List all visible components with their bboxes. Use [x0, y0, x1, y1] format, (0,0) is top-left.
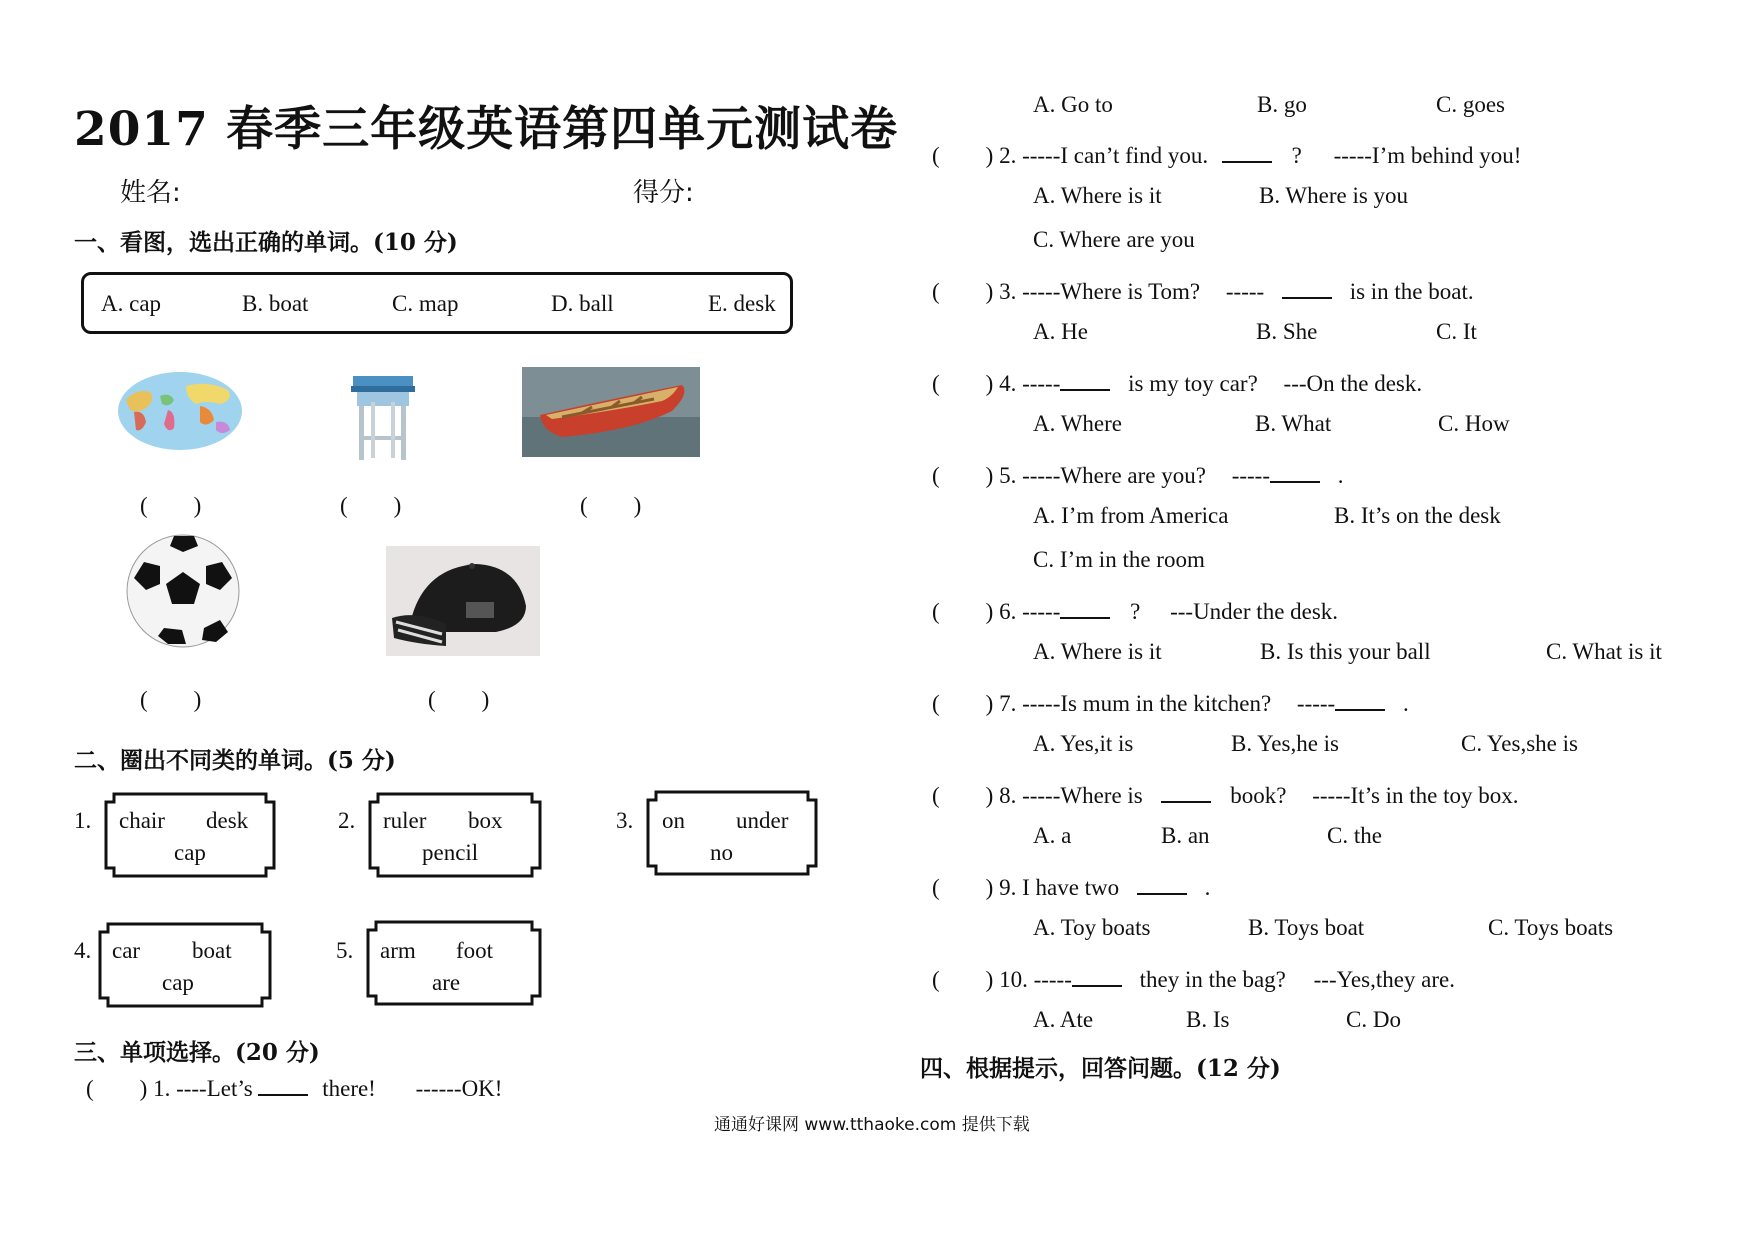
- section-1-heading: 一、看图，选出正确的单词。(10 分): [74, 229, 458, 256]
- fill-blank[interactable]: [1270, 461, 1320, 483]
- answer-paren[interactable]: ( ): [86, 1076, 148, 1101]
- choice-word[interactable]: desk: [206, 808, 249, 833]
- question-4: ( ) 4. ----- is my toy car? ---On the desk.: [932, 371, 1423, 396]
- q7-option-a[interactable]: A. Yes,it is: [1033, 731, 1134, 756]
- question-5: ( ) 5. -----Where are you? ----- .: [932, 463, 1344, 488]
- q2-option-c[interactable]: C. Where are you: [1033, 227, 1195, 252]
- q8-option-b[interactable]: B. an: [1161, 823, 1210, 848]
- word-bank-item: D. ball: [551, 291, 614, 316]
- section-3-heading: 三、单项选择。(20 分): [74, 1039, 320, 1066]
- q9-option-a[interactable]: A. Toy boats: [1033, 915, 1151, 940]
- q10-option-c[interactable]: C. Do: [1346, 1007, 1401, 1032]
- question-9: ( ) 9. I have two .: [932, 875, 1211, 900]
- q1-option-b[interactable]: B. go: [1257, 92, 1307, 117]
- answer-paren[interactable]: ( ): [932, 691, 994, 716]
- q5-option-b[interactable]: B. It’s on the desk: [1334, 503, 1501, 528]
- choice-word[interactable]: cap: [174, 840, 206, 865]
- choice-word[interactable]: are: [432, 970, 461, 995]
- q5-option-c[interactable]: C. I’m in the room: [1033, 547, 1205, 572]
- q6-option-a[interactable]: A. Where is it: [1033, 639, 1162, 664]
- choice-word[interactable]: foot: [456, 938, 494, 963]
- answer-paren[interactable]: ( ): [932, 875, 994, 900]
- fill-blank[interactable]: [1282, 277, 1332, 299]
- word-bank-box: [81, 272, 793, 334]
- footer-text: 通通好课网 www.tthaoke.com 提供下载: [714, 1115, 1030, 1135]
- odd-one-out-box: [368, 792, 542, 878]
- answer-paren[interactable]: ( ): [932, 371, 994, 396]
- word-bank-item: C. map: [392, 291, 459, 316]
- choice-word[interactable]: under: [736, 808, 789, 833]
- desk-picture: [345, 372, 420, 462]
- q6-option-c[interactable]: C. What is it: [1546, 639, 1662, 664]
- fill-blank[interactable]: [258, 1074, 308, 1096]
- q8-option-c[interactable]: C. the: [1327, 823, 1382, 848]
- page-title: 2017 春季三年级英语第四单元测试卷: [74, 102, 899, 157]
- fill-blank[interactable]: [1161, 781, 1211, 803]
- question-2: ( ) 2. -----I can’t find you. ? -----I’m behind you!: [932, 143, 1522, 168]
- question-7: ( ) 7. -----Is mum in the kitchen? ----- .: [932, 691, 1409, 716]
- answer-paren[interactable]: ( ): [340, 493, 402, 518]
- q8-option-a[interactable]: A. a: [1033, 823, 1072, 848]
- q2-option-b[interactable]: B. Where is you: [1259, 183, 1409, 208]
- q3-option-b[interactable]: B. She: [1256, 319, 1318, 344]
- q9-option-b[interactable]: B. Toys boat: [1248, 915, 1365, 940]
- fill-blank[interactable]: [1060, 597, 1110, 619]
- question-8: ( ) 8. -----Where is book? -----It’s in the toy box.: [932, 783, 1519, 808]
- question-1: ( ) 1. ----Let’s there! ------OK!: [86, 1076, 503, 1101]
- choice-word[interactable]: ruler: [383, 808, 427, 833]
- boat-picture: [522, 367, 700, 457]
- q1-option-a[interactable]: A. Go to: [1033, 92, 1113, 117]
- q9-option-c[interactable]: C. Toys boats: [1488, 915, 1614, 940]
- word-bank-item: B. boat: [242, 291, 309, 316]
- q3-option-a[interactable]: A. He: [1033, 319, 1088, 344]
- choice-word[interactable]: car: [112, 938, 141, 963]
- section-2-heading: 二、圈出不同类的单词。(5 分): [74, 747, 396, 774]
- soccer-ball-picture: [124, 532, 242, 650]
- fill-blank[interactable]: [1072, 965, 1122, 987]
- q5-option-a[interactable]: A. I’m from America: [1033, 503, 1229, 528]
- question-10: ( ) 10. ----- they in the bag? ---Yes,they are.: [932, 967, 1456, 992]
- section-4-heading: 四、根据提示，回答问题。(12 分): [920, 1055, 1281, 1082]
- answer-paren[interactable]: ( ): [932, 967, 994, 992]
- q1-option-c[interactable]: C. goes: [1436, 92, 1505, 117]
- score-label: 得分:: [633, 178, 694, 208]
- fill-blank[interactable]: [1335, 689, 1385, 711]
- answer-paren[interactable]: ( ): [428, 687, 490, 712]
- q6-option-b[interactable]: B. Is this your ball: [1260, 639, 1431, 664]
- question-3: ( ) 3. -----Where is Tom? ----- is in the boat.: [932, 279, 1474, 304]
- choice-word[interactable]: pencil: [422, 840, 479, 865]
- choice-word[interactable]: on: [662, 808, 685, 833]
- answer-paren[interactable]: ( ): [932, 143, 994, 168]
- word-bank-item: E. desk: [708, 291, 776, 316]
- answer-paren[interactable]: ( ): [932, 783, 994, 808]
- q4-option-b[interactable]: B. What: [1255, 411, 1332, 436]
- question-6: ( ) 6. ----- ? ---Under the desk.: [932, 599, 1339, 624]
- choice-word[interactable]: boat: [192, 938, 232, 963]
- q10-option-b[interactable]: B. Is: [1186, 1007, 1230, 1032]
- answer-paren[interactable]: ( ): [932, 279, 994, 304]
- q7-option-c[interactable]: C. Yes,she is: [1461, 731, 1578, 756]
- fill-blank[interactable]: [1060, 369, 1110, 391]
- item-number: 1.: [74, 808, 92, 833]
- odd-one-out-box: [366, 920, 542, 1006]
- q3-option-c[interactable]: C. It: [1436, 319, 1477, 344]
- answer-paren[interactable]: ( ): [140, 687, 202, 712]
- choice-word[interactable]: box: [468, 808, 503, 833]
- answer-paren[interactable]: ( ): [932, 463, 994, 488]
- choice-word[interactable]: chair: [119, 808, 165, 833]
- q7-option-b[interactable]: B. Yes,he is: [1231, 731, 1340, 756]
- answer-paren[interactable]: ( ): [580, 493, 642, 518]
- answer-paren[interactable]: ( ): [932, 599, 994, 624]
- choice-word[interactable]: cap: [162, 970, 194, 995]
- item-number: 2.: [338, 808, 356, 833]
- cap-picture: [386, 546, 540, 656]
- q2-option-a[interactable]: A. Where is it: [1033, 183, 1162, 208]
- word-bank-item: A. cap: [101, 291, 162, 316]
- item-number: 4.: [74, 938, 92, 963]
- fill-blank[interactable]: [1137, 873, 1187, 895]
- name-label: 姓名:: [120, 178, 181, 208]
- q4-option-a[interactable]: A. Where: [1033, 411, 1122, 436]
- answer-paren[interactable]: ( ): [140, 493, 202, 518]
- q4-option-c[interactable]: C. How: [1438, 411, 1510, 436]
- odd-one-out-box: [104, 792, 276, 878]
- world-map-picture: [116, 370, 244, 452]
- fill-blank[interactable]: [1222, 141, 1272, 163]
- choice-word[interactable]: no: [710, 840, 733, 865]
- q10-option-a[interactable]: A. Ate: [1033, 1007, 1094, 1032]
- item-number: 3.: [616, 808, 634, 833]
- odd-one-out-box: [98, 922, 272, 1008]
- item-number: 5.: [336, 938, 354, 963]
- odd-one-out-box: [646, 790, 818, 876]
- choice-word[interactable]: arm: [380, 938, 416, 963]
